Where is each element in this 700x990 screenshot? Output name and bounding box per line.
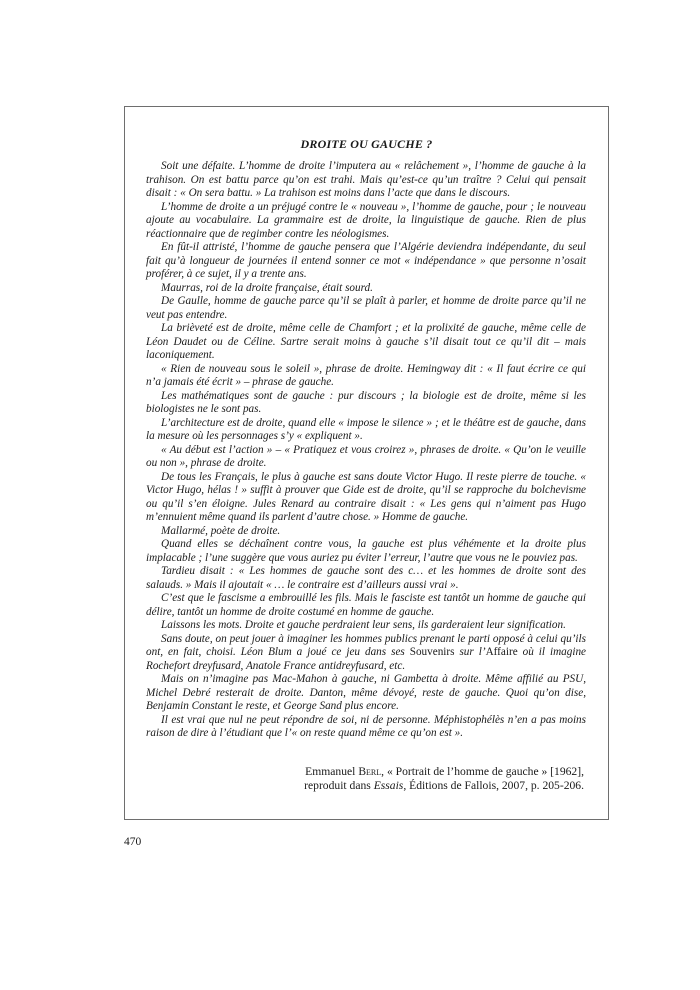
paragraph: De Gaulle, homme de gauche parce qu’il se plaît à parler, et homme de droite parce qu’il ne veut pas entendre. (146, 295, 586, 321)
paragraph: Les mathématiques sont de gauche : pur discours ; la biologie est de droite, même si les biologistes ne le sont pas. (146, 389, 586, 415)
paragraph: L’architecture est de droite, quand elle « impose le silence » ; et le théâtre est de gauche, dans la mesure où les personnages s’y « expliquent ». (146, 416, 586, 442)
paragraph: Tardieu disait : « Les hommes de gauche sont des c… et les hommes de droite sont des salauds. » Mais il ajoutait « … le contraire est d’ailleurs aussi vrai ». (146, 565, 586, 591)
paragraph-text: Sans doute, on peut jouer à imaginer les hommes publics prenant le parti opposé à celui qu’ils ont, en fait, choisi. Léon Blum a joué ce jeu dans ses (146, 632, 586, 658)
paragraph: Quand elles se déchaînent contre vous, la gauche est plus véhémente et la droite plus implacable ; l’une suggère que vous auriez pu éviter l’erreur, l’autre que vous ne le pouviez pas. (146, 538, 586, 564)
page-number: 470 (124, 836, 142, 848)
author-first-name: Emmanuel (305, 765, 356, 778)
paragraph (146, 633, 586, 674)
author-last-name: Berl (358, 765, 382, 778)
attribution-text: reproduit dans (304, 779, 374, 792)
paragraph: « Au début est l’action » – « Pratiquez et vous croirez », phrases de droite. « Qu’on le veuille ou non », phrase de droite. (146, 443, 586, 469)
attribution (146, 765, 584, 793)
paragraph: Soit une défaite. L’homme de droite l’imputera au « relâchement », l’homme de gauche à la trahison. On est battu parce qu’on est trahi. Mais qu’est-ce qu’un traître ? Celui qui pensait disait : « On sera battu. » La trahison est moins dans l’acte que dans le discours. (146, 160, 586, 199)
paragraph: « Rien de nouveau sous le soleil », phrase de droite. Hemingway dit : « Il faut écrire ce qui n’a jamais été écrit » – phrase de gauche. (146, 362, 586, 388)
paragraph: Maurras, roi de la droite française, était sourd. (161, 281, 373, 294)
paragraph: Mais on n’imagine pas Mac-Mahon à gauche, ni Gambetta à droite. Même affilié au PSU, Michel Debré resterait de droite. Danton, même dévoyé, reste de gauche. Quoi qu’on dise, Benjamin Constant le reste, et George Sand plus encore. (146, 673, 586, 712)
paragraph: Il est vrai que nul ne peut répondre de soi, ni de personne. Méphistophélès n’en a pas moins raison de dire à l’étudiant que l’« on reste quand même ce qu’on est ». (146, 713, 586, 739)
paragraph-text: où il imagine Rochefort dreyfusard, Anatole France antidreyfusard, etc. (146, 646, 587, 672)
essay-title: , « Portrait de l’homme de gauche » [1962], (381, 765, 584, 778)
paragraph: En fût-il attristé, l’homme de gauche pensera que l’Algérie deviendra indépendante, du seul fait qu’à longueur de journées il entend sonner ce mot « indépendance » que personne n’osait proférer, à ce sujet, il y a trente ans. (146, 241, 586, 280)
attribution-line-1 (146, 765, 584, 779)
book-title: Essais (373, 779, 404, 792)
paragraph: De tous les Français, le plus à gauche est sans doute Victor Hugo. Il reste pierre de touche. « Victor Hugo, hélas ! » suffit à prouver que Gide est de droite, qu’il se rapproche du bolchevisme ou qu’il s’en éloigne. Jules Renard au contraire disait : « Les gens qui n’aiment pas Hugo m’ennuient même quand ils parlent d’autre chose. » Homme de gauche. (146, 470, 586, 523)
paragraph: Laissons les mots. Droite et gauche perdraient leur sens, ils garderaient leur signification. (161, 619, 566, 631)
paragraph-text: sur l’ (454, 646, 486, 658)
book-title: Affaire (485, 646, 518, 658)
attribution-text: , Éditions de Fallois, 2007, p. 205-206. (403, 779, 584, 792)
page-title: DROITE OU GAUCHE ? (300, 137, 433, 151)
paragraph: C’est que le fascisme a embrouillé les fils. Mais le fasciste est tantôt un homme de gauche qui délire, tantôt un homme de droite costumé en homme de gauche. (146, 592, 586, 618)
paragraph: L’homme de droite a un préjugé contre le « nouveau », l’homme de gauche, pour ; le nouveau ajoute au vocabulaire. La grammaire est de droite, la linguistique de gauche. Rien de plus réactionnaire que de regimber contre les néologismes. (146, 200, 586, 240)
paragraph: La brièveté est de droite, même celle de Chamfort ; et la prolixité de gauche, même celle de Léon Daudet ou de Céline. Sartre serait moins à gauche s’il disait tout ce qu’il dit – mais laconiquement. (146, 322, 586, 361)
attribution-line-2 (146, 779, 584, 793)
book-title: Souvenirs (409, 646, 455, 658)
essay-text (146, 160, 586, 741)
paragraph: Mallarmé, poète de droite. (161, 524, 281, 537)
